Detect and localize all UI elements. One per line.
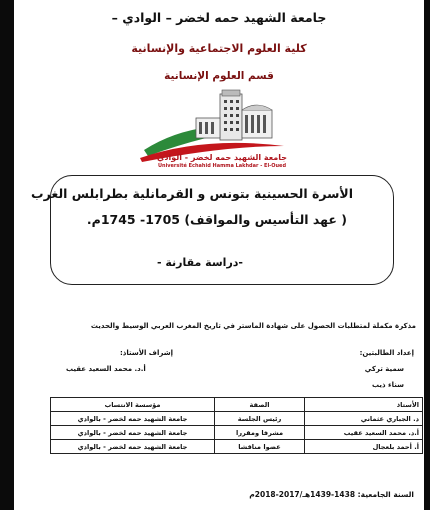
jury-institution: جامعة الشهيد حمه لخضر - بالوادي [51, 440, 215, 454]
thesis-subtitle: -دراسة مقارنة - [156, 256, 243, 269]
jury-institution: جامعة الشهيد حمه لخضر - بالوادي [51, 412, 215, 426]
prepared-by-label: إعداد الطالبتين: [359, 349, 414, 357]
table-row [51, 426, 423, 440]
jury-role: عضوا مناقشا [215, 440, 305, 454]
supervisor-label: إشراف الأستاذ: [120, 349, 173, 357]
jury-professor: أ.د. محمد السعيد عقيب [305, 426, 423, 440]
jury-table [50, 397, 423, 454]
supervisor-name: أ.د. محمد السعيد عقيب [66, 365, 146, 373]
logo-french-name: Université Echahid Hamma Lakhdar - El-Oued [157, 163, 287, 169]
jury-professor: أ. أحمد بلعجال [305, 440, 423, 454]
student-name: سناء ذيب [371, 381, 404, 389]
jury-header-role: الصفة [215, 398, 305, 412]
thesis-title-box [31, 175, 394, 285]
thesis-title-line-1: الأسرة الحسينية بتونس و القرمانلية بطرابلس الغرب [31, 186, 353, 201]
jury-header-professor: الأستاذ [305, 398, 423, 412]
jury-header-row [51, 398, 423, 412]
logo-arabic-name: جامعة الشهيد حمه لخضر - الوادي [157, 153, 287, 162]
jury-role: رئيس الجلسة [215, 412, 305, 426]
table-row [51, 440, 423, 454]
department-name: قسم العلوم الإنسانية [164, 70, 274, 82]
document-page [14, 0, 424, 510]
jury-institution: جامعة الشهيد حمه لخضر - بالوادي [51, 426, 215, 440]
memo-description: مذكرة مكملة لمتطلبات الحصول على شهادة الماستر في تاريخ المغرب العربي الوسيط والحديث [90, 322, 416, 330]
university-name: جامعة الشهيد حمه لخضر – الوادي – [111, 10, 327, 25]
thesis-title-line-2: ( عهد التأسيس والمواقف) 1705- 1745م. [86, 212, 347, 227]
university-logo [134, 88, 310, 162]
table-row [51, 412, 423, 426]
jury-header-institution: مؤسسة الانتساب [51, 398, 215, 412]
jury-professor: د. الجباري عثماني [305, 412, 423, 426]
student-name: سمية تركي [364, 365, 404, 373]
academic-year: السنة الجامعية: 1438-1439هـ/2017-2018م [249, 490, 414, 499]
faculty-name: كلية العلوم الاجتماعية والإنسانية [131, 42, 307, 55]
jury-role: مشرفا ومقررا [215, 426, 305, 440]
